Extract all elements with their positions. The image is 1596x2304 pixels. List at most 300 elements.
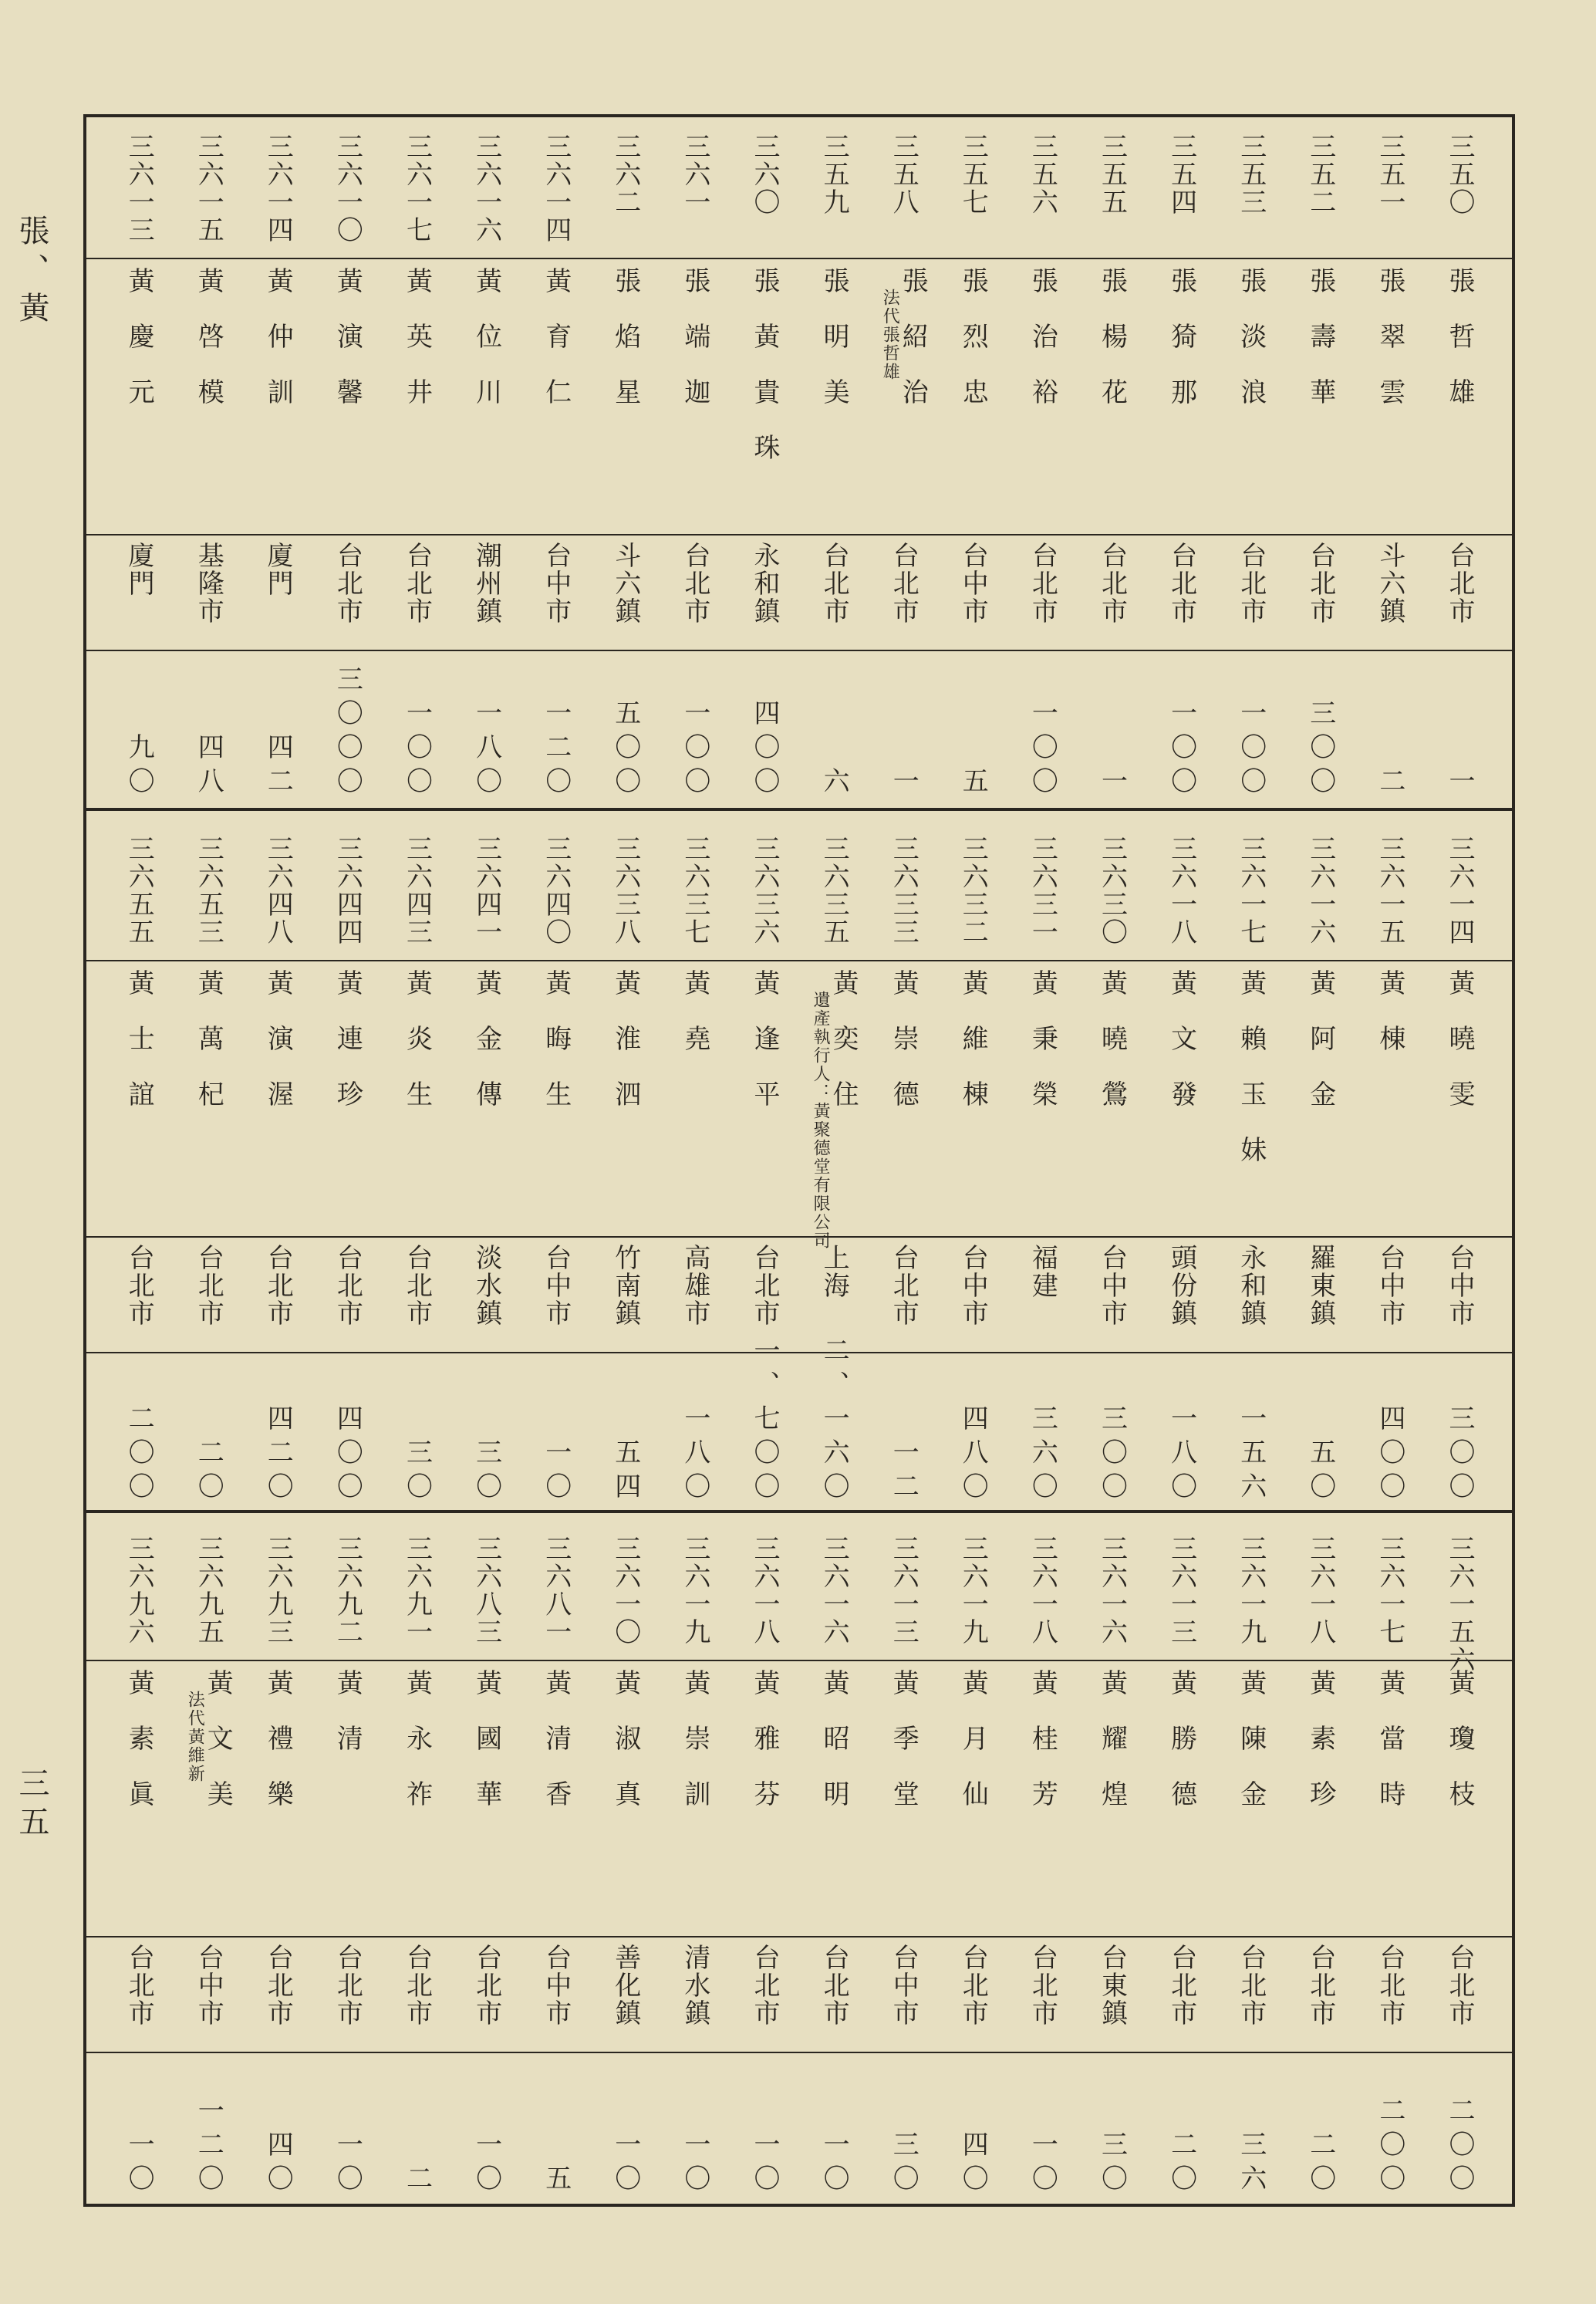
table-row xyxy=(1085,1527,1139,2206)
table-row xyxy=(807,827,861,1514)
entry-name: 黃堯 xyxy=(679,969,710,1080)
entry-amount-cell xyxy=(876,2059,930,2198)
entry-name-cell xyxy=(251,267,305,528)
entry-name-group xyxy=(811,969,859,1250)
entry-number-cell xyxy=(1224,835,1278,952)
table-row xyxy=(1085,125,1139,809)
entry-number: 三六二 xyxy=(609,133,641,216)
table-row xyxy=(668,1527,722,2206)
entry-amount-cell xyxy=(807,2059,861,2198)
entry-place: 斗六鎮 xyxy=(609,542,641,625)
entry-number: 三六四八 xyxy=(262,835,294,946)
entry-number-cell xyxy=(460,133,514,250)
entry-place-cell xyxy=(946,542,1000,642)
entry-number: 三六一六 xyxy=(1096,1535,1128,1646)
entry-number: 三六一三 xyxy=(888,1535,919,1646)
entry-name-cell xyxy=(390,969,444,1230)
entry-place: 台北市 xyxy=(1444,542,1475,625)
entry-number-cell xyxy=(390,133,444,250)
entry-number: 三六一六 xyxy=(818,1535,850,1646)
entry-name-group xyxy=(123,1669,155,1836)
entry-name-cell xyxy=(599,267,653,528)
entry-name-cell xyxy=(946,267,1000,528)
entry-number: 三五七 xyxy=(957,133,989,216)
entry-number: 三六〇 xyxy=(749,133,780,216)
entry-name-group xyxy=(540,969,572,1136)
entry-number-cell xyxy=(320,835,374,952)
entry-place-cell xyxy=(251,1244,305,1344)
entry-amount: 一五六 xyxy=(1235,1404,1267,1506)
entry-amount-cell xyxy=(1363,1360,1417,1506)
entry-place-cell xyxy=(460,1944,514,2044)
entry-name-cell xyxy=(1224,1669,1278,1930)
entry-amount-cell xyxy=(460,1360,514,1506)
entry-amount-cell xyxy=(1294,1360,1348,1506)
entry-name-cell xyxy=(1015,969,1069,1230)
entry-name: 黃維棟 xyxy=(957,969,989,1136)
entry-name-group xyxy=(193,969,224,1136)
entry-place: 台中市 xyxy=(1096,1244,1128,1327)
entry-name-cell xyxy=(1294,267,1348,528)
entry-amount-cell xyxy=(668,657,722,801)
entry-name: 黃雅芬 xyxy=(749,1669,780,1836)
entry-name-group xyxy=(540,267,572,434)
entry-place-cell xyxy=(529,1244,583,1344)
entry-name: 張壽華 xyxy=(1304,267,1336,434)
entry-amount: 一〇 xyxy=(332,2130,363,2198)
entry-name-group xyxy=(262,267,294,434)
entry-name-group xyxy=(609,267,641,434)
entry-number: 三五二 xyxy=(1304,133,1336,216)
entry-number: 三五〇 xyxy=(1444,133,1475,216)
entry-name-cell xyxy=(737,969,791,1230)
table-row xyxy=(1155,1527,1209,2206)
entry-name: 黃文美 xyxy=(202,1669,234,1836)
entry-place: 台中市 xyxy=(540,1944,572,2027)
entry-name: 黃勝德 xyxy=(1166,1669,1197,1836)
entry-name: 黃昭明 xyxy=(818,1669,850,1836)
entry-place: 台北市 xyxy=(262,1944,294,2027)
entry-number: 三六一 xyxy=(679,133,710,216)
entry-amount-cell xyxy=(1432,1360,1486,1506)
entry-name-cell xyxy=(1085,969,1139,1230)
table-row xyxy=(251,1527,305,2206)
table-row xyxy=(251,125,305,809)
entry-name-group xyxy=(1027,969,1058,1136)
entry-number: 三六四三 xyxy=(401,835,433,946)
entry-place-cell xyxy=(1155,1944,1209,2044)
entry-amount-cell xyxy=(807,657,861,801)
entry-amount-cell xyxy=(737,1336,791,1506)
entry-number: 三六九六 xyxy=(123,1535,155,1646)
entry-place: 永和鎮 xyxy=(749,542,780,625)
entry-number-cell xyxy=(1363,835,1417,952)
entry-number-cell xyxy=(668,1535,722,1652)
entry-name-group xyxy=(888,969,919,1136)
entry-number: 三六八三 xyxy=(471,1535,502,1646)
entry-number-cell xyxy=(1155,835,1209,952)
entry-number: 三五九 xyxy=(818,133,850,216)
entry-number: 三六一九 xyxy=(1235,1535,1267,1646)
side-title: 張、黃 xyxy=(14,215,49,330)
entry-place: 台北市 xyxy=(749,1244,780,1327)
table-row xyxy=(1294,827,1348,1514)
entry-amount-cell xyxy=(251,1360,305,1506)
entry-place: 基隆市 xyxy=(193,542,224,625)
entry-number-cell xyxy=(181,133,235,250)
entry-place: 台北市 xyxy=(1304,1944,1336,2027)
entry-number-cell xyxy=(946,1535,1000,1652)
entry-place: 台北市 xyxy=(1027,1944,1058,2027)
entry-name-group xyxy=(401,267,433,434)
entry-amount-cell xyxy=(251,2059,305,2198)
entry-place: 台北市 xyxy=(262,1244,294,1327)
table-row xyxy=(112,1527,166,2206)
entry-amount-cell xyxy=(1015,1360,1069,1506)
entry-amount: 二、一六〇 xyxy=(818,1336,850,1506)
entry-amount: 四八〇 xyxy=(957,1404,989,1506)
entry-amount-cell xyxy=(1432,657,1486,801)
table-row xyxy=(1015,125,1069,809)
table-row xyxy=(668,125,722,809)
entry-place-cell xyxy=(181,1244,235,1344)
entry-place-cell xyxy=(599,1244,653,1344)
entry-number: 三六一九 xyxy=(679,1535,710,1646)
entry-name-group xyxy=(1235,267,1267,434)
entry-name-cell xyxy=(876,969,930,1230)
entry-name-cell xyxy=(181,969,235,1230)
entry-amount: 一〇 xyxy=(609,2130,641,2198)
entry-place: 台中市 xyxy=(540,1244,572,1327)
entry-name-group xyxy=(401,969,433,1136)
entry-name: 張哲雄 xyxy=(1444,267,1475,434)
entry-name: 張烈忠 xyxy=(957,267,989,434)
entry-name: 黃崇德 xyxy=(888,969,919,1136)
table-row xyxy=(1432,827,1486,1514)
table-row xyxy=(251,827,305,1514)
entry-name: 黃文發 xyxy=(1166,969,1197,1136)
entry-number: 三六三五 xyxy=(818,835,850,946)
entry-name: 黃禮樂 xyxy=(262,1669,294,1836)
table-row xyxy=(737,125,791,809)
table-row xyxy=(112,827,166,1514)
entry-amount-cell xyxy=(1224,657,1278,801)
entry-name-group xyxy=(609,1669,641,1836)
entry-place-cell xyxy=(1432,542,1486,642)
entry-place-cell xyxy=(946,1944,1000,2044)
entry-name-cell xyxy=(460,969,514,1230)
entry-name: 黃萬杞 xyxy=(193,969,224,1136)
entry-number: 三六一八 xyxy=(1027,1535,1058,1646)
entry-number-cell xyxy=(112,133,166,250)
entry-name-cell xyxy=(390,267,444,528)
entry-place: 台北市 xyxy=(193,1244,224,1327)
entry-name: 張端迦 xyxy=(679,267,710,434)
entry-place-cell xyxy=(1085,1244,1139,1344)
entry-place: 台北市 xyxy=(401,1244,433,1327)
entry-amount-cell xyxy=(737,2059,791,2198)
entry-amount: 四二〇 xyxy=(262,1404,294,1506)
entry-name-cell xyxy=(1015,267,1069,528)
entry-amount: 一二 xyxy=(888,1438,919,1506)
entry-number-cell xyxy=(1432,1535,1486,1674)
entry-number-cell xyxy=(946,835,1000,952)
entry-number-cell xyxy=(1363,1535,1417,1652)
entry-number: 三六三六 xyxy=(749,835,780,946)
entry-name-group xyxy=(1027,267,1058,434)
entry-name-cell xyxy=(1155,969,1209,1230)
entry-amount: 一〇〇 xyxy=(1235,699,1267,801)
entry-name: 黃永祚 xyxy=(401,1669,433,1836)
entry-place-cell xyxy=(1294,1944,1348,2044)
entry-name-group xyxy=(679,969,710,1080)
entry-place-cell xyxy=(390,1944,444,2044)
entry-name-cell xyxy=(668,267,722,528)
entry-number-cell xyxy=(737,835,791,952)
entry-number: 三六三三 xyxy=(888,835,919,946)
entry-amount-cell xyxy=(946,2059,1000,2198)
entry-number: 三六一八 xyxy=(1304,1535,1336,1646)
entry-place-cell xyxy=(876,542,930,642)
entry-amount: 五 xyxy=(957,767,989,801)
entry-amount: 一〇 xyxy=(679,2130,710,2198)
entry-name-group xyxy=(818,267,850,434)
entry-place-cell xyxy=(1155,542,1209,642)
entry-place-cell xyxy=(1085,542,1139,642)
entry-amount-cell xyxy=(1085,2059,1139,2198)
entry-name-group xyxy=(1304,1669,1336,1836)
entry-place-cell xyxy=(1085,1944,1139,2044)
entry-name-group xyxy=(957,267,989,434)
table-row xyxy=(737,1527,791,2206)
entry-amount: 三〇 xyxy=(471,1438,502,1506)
entry-place: 上海 xyxy=(818,1244,850,1299)
entry-amount: 一〇〇 xyxy=(401,699,433,801)
entry-place: 台北市 xyxy=(1304,542,1336,625)
entry-amount-cell xyxy=(529,2059,583,2198)
entry-place: 台北市 xyxy=(957,1944,989,2027)
entry-place-cell xyxy=(1015,542,1069,642)
entry-name: 黃位川 xyxy=(471,267,502,434)
entry-amount: 二〇 xyxy=(193,1438,224,1506)
entry-amount-cell xyxy=(1224,1360,1278,1506)
entry-place: 台北市 xyxy=(1235,542,1267,625)
entry-name-cell xyxy=(946,1669,1000,1930)
entry-place: 台北市 xyxy=(332,542,363,625)
entry-number: 三六一六 xyxy=(471,133,502,244)
entry-number-cell xyxy=(946,133,1000,250)
entry-place-cell xyxy=(1432,1944,1486,2044)
table-row xyxy=(181,125,235,809)
entry-name-group xyxy=(609,969,641,1136)
entry-number: 三六三八 xyxy=(609,835,641,946)
entry-name: 黃士誼 xyxy=(123,969,155,1136)
entry-name-group xyxy=(1166,1669,1197,1836)
entry-name-cell xyxy=(320,1669,374,1930)
entry-note: 法代張哲雄 xyxy=(880,289,900,381)
entry-name-group xyxy=(471,1669,502,1836)
entry-place-cell xyxy=(112,1944,166,2044)
entry-name-group xyxy=(1446,1669,1473,1836)
entry-number-cell xyxy=(1294,133,1348,250)
table-row xyxy=(1363,125,1417,809)
entry-place: 台北市 xyxy=(123,1944,155,2027)
entry-amount: 四二 xyxy=(262,733,294,801)
entry-number-cell xyxy=(112,1535,166,1652)
entry-name-group xyxy=(1166,969,1197,1136)
entry-name-group xyxy=(471,969,502,1136)
entry-number: 三六一五六 xyxy=(1444,1535,1475,1674)
entry-number: 三五八 xyxy=(888,133,919,216)
entry-place: 台中市 xyxy=(193,1944,224,2027)
entry-place: 台北市 xyxy=(401,1944,433,2027)
entry-name-cell xyxy=(460,267,514,528)
entry-number-cell xyxy=(1085,835,1139,952)
entry-name: 黃曉雯 xyxy=(1444,969,1475,1136)
entry-amount: 二 xyxy=(1374,767,1405,801)
entry-name-group xyxy=(1166,267,1197,434)
table-row xyxy=(1224,827,1278,1514)
table-row xyxy=(807,125,861,809)
entry-place: 台北市 xyxy=(679,542,710,625)
entry-name-cell xyxy=(251,1669,305,1930)
entry-number: 三六一四 xyxy=(1444,835,1475,946)
entry-amount: 二 xyxy=(401,2164,433,2198)
entry-number: 三六一六 xyxy=(1304,835,1336,946)
entry-place: 台北市 xyxy=(1444,1944,1475,2027)
entry-number-cell xyxy=(1432,835,1486,952)
entry-amount-cell xyxy=(460,657,514,801)
entry-place: 台中市 xyxy=(1444,1244,1475,1327)
entry-name: 黃仲訓 xyxy=(262,267,294,434)
table-row xyxy=(460,125,514,809)
table-row xyxy=(946,125,1000,809)
entry-name-group xyxy=(751,969,778,1136)
entry-name-cell xyxy=(1085,1669,1139,1930)
entry-name: 黃淮泗 xyxy=(609,969,641,1136)
entry-amount-cell xyxy=(1294,657,1348,801)
entry-amount: 二〇〇 xyxy=(123,1404,155,1506)
entry-place: 台中市 xyxy=(888,1944,919,2027)
entry-name: 黃國華 xyxy=(471,1669,502,1836)
entry-amount-cell xyxy=(1155,2059,1209,2198)
table-row xyxy=(946,827,1000,1514)
entry-name: 黃晦生 xyxy=(540,969,572,1136)
entry-name-group xyxy=(1096,969,1128,1136)
entry-number-cell xyxy=(1015,133,1069,250)
entry-name: 黃素眞 xyxy=(123,1669,155,1836)
entry-place: 台北市 xyxy=(123,1244,155,1327)
entry-number: 三六一七 xyxy=(1235,835,1267,946)
entry-place: 台北市 xyxy=(888,1244,919,1327)
entry-amount: 九〇 xyxy=(123,733,155,801)
entry-name-group xyxy=(1446,969,1473,1136)
entry-place-cell xyxy=(181,542,235,642)
entry-place: 台北市 xyxy=(332,1944,363,2027)
entry-amount-cell xyxy=(946,1360,1000,1506)
entry-name-group xyxy=(332,969,363,1136)
entry-place-cell xyxy=(251,542,305,642)
entry-name: 黃桂芳 xyxy=(1027,1669,1058,1836)
entry-name: 張黃貴珠 xyxy=(749,267,780,489)
entry-amount-cell xyxy=(320,1360,374,1506)
entry-name: 黃耀煌 xyxy=(1096,1669,1128,1836)
entry-name-group xyxy=(957,969,989,1136)
entry-number-cell xyxy=(1294,835,1348,952)
entry-number-cell xyxy=(807,835,861,952)
entry-amount-cell xyxy=(1085,657,1139,801)
entry-name-cell xyxy=(181,1669,235,1930)
entry-amount: 三〇〇 xyxy=(1444,1404,1475,1506)
entry-name-group xyxy=(957,1669,989,1836)
entry-number-cell xyxy=(1363,133,1417,250)
entry-name-cell xyxy=(1224,267,1278,528)
table-row xyxy=(668,827,722,1514)
entry-number: 三六一五 xyxy=(193,133,224,244)
table-row xyxy=(529,1527,583,2206)
entry-place: 台北市 xyxy=(1027,542,1058,625)
entry-place-cell xyxy=(112,542,166,642)
entry-amount-cell xyxy=(112,1360,166,1506)
entry-name-cell xyxy=(1432,969,1486,1230)
entry-name-cell xyxy=(112,1669,166,1930)
entry-name-cell xyxy=(112,267,166,528)
entry-amount-cell xyxy=(181,1360,235,1506)
entry-name: 黃育仁 xyxy=(540,267,572,434)
entry-place: 台北市 xyxy=(1096,542,1128,625)
entry-name: 黃慶元 xyxy=(123,267,155,434)
entry-number: 三六三一 xyxy=(1027,835,1058,946)
entry-number: 三六一〇 xyxy=(609,1535,641,1646)
table-row xyxy=(390,1527,444,2206)
entry-amount-cell xyxy=(251,657,305,801)
entry-name-cell xyxy=(876,1669,930,1930)
entry-name-group xyxy=(332,267,363,434)
entry-place-cell xyxy=(390,542,444,642)
entry-amount-cell xyxy=(1363,2059,1417,2198)
entry-name-group xyxy=(1374,1669,1405,1836)
entry-name: 張翠雲 xyxy=(1374,267,1405,434)
table-row xyxy=(1432,125,1486,809)
entry-amount-cell xyxy=(529,1360,583,1506)
entry-name-cell xyxy=(668,1669,722,1930)
entry-place-cell xyxy=(390,1244,444,1344)
entry-name-cell xyxy=(529,969,583,1230)
entry-amount-cell xyxy=(1015,2059,1069,2198)
entry-number-cell xyxy=(320,133,374,250)
entry-amount-cell xyxy=(460,2059,514,2198)
table-row xyxy=(1015,1527,1069,2206)
entry-number-cell xyxy=(251,1535,305,1652)
table-row xyxy=(876,827,930,1514)
entry-name: 張淡浪 xyxy=(1235,267,1267,434)
entry-name-group xyxy=(679,267,710,434)
table-row xyxy=(599,827,653,1514)
table-row xyxy=(1224,125,1278,809)
entry-place: 台北市 xyxy=(332,1244,363,1327)
entry-amount-cell xyxy=(1155,1360,1209,1506)
entry-place: 善化鎮 xyxy=(609,1944,641,2027)
entry-number: 三六一七 xyxy=(401,133,433,244)
entry-number-cell xyxy=(1294,1535,1348,1652)
entry-place: 台中市 xyxy=(957,1244,989,1327)
entry-amount-cell xyxy=(181,657,235,801)
entry-place-cell xyxy=(599,542,653,642)
entry-name-cell xyxy=(1155,267,1209,528)
entry-place-cell xyxy=(460,542,514,642)
entry-amount-cell xyxy=(1432,2059,1486,2198)
entry-name-cell xyxy=(1363,1669,1417,1930)
